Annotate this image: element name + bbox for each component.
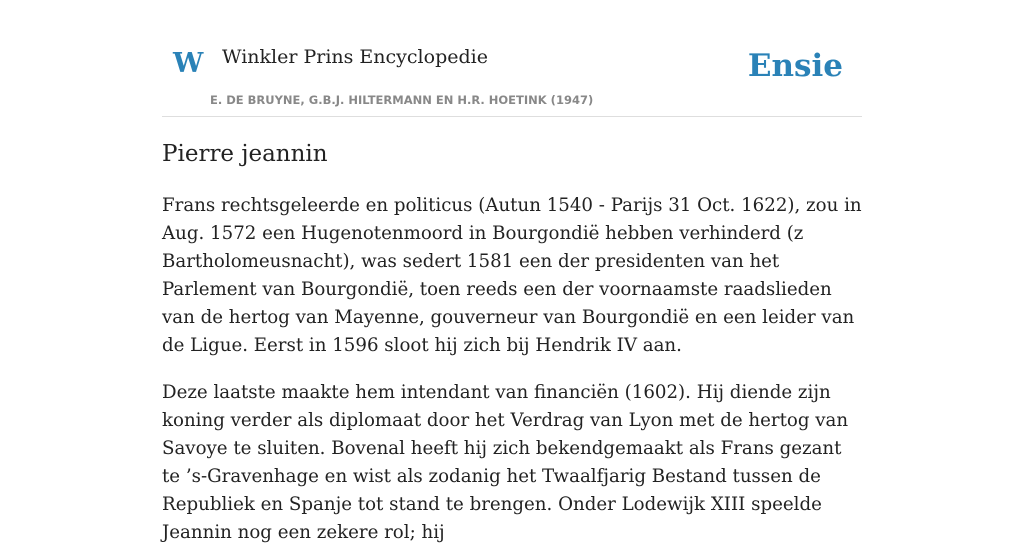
article xyxy=(162,138,862,547)
site-header xyxy=(162,0,862,117)
article-paragraph-1: Frans rechtsgeleerde en politicus (Autun 1540 - Parijs 31 Oct. 1622), zou in Aug. 1572 een Hugenotenmoord in Bourgondië hebben verhinderd (z Bartholomeusnacht), was sedert 1581 een der presidenten van het Parlement van Bourgondië, toen reeds een der voornaamste raadslieden van de hertog van Mayenne, gouverneur van Bourgondië en een leider van de Ligue. Eerst in 1596 sloot hij zich bij Hendrik IV aan. xyxy=(162,195,862,356)
w-logo-icon[interactable]: W xyxy=(173,48,204,79)
article-paragraph-2: Deze laatste maakte hem intendant van financiën (1602). Hij diende zijn koning verder als diplomaat door het Verdrag van Lyon met de hertog van Savoye te sluiten. Bovenal heeft hij zich bekendgemaakt als Frans gezant te ’s-Gravenhage en wist als zodanig het Twaalfjarig Bestand tussen de Republiek en Spanje tot stand te brengen. Onder Lodewijk XIII speelde Jeannin nog een zekere rol; hij xyxy=(162,382,849,543)
article-title: Pierre jeannin xyxy=(162,141,328,167)
site-title-link[interactable]: Winkler Prins Encyclopedie xyxy=(222,46,488,68)
ensie-logo-link[interactable]: Ensie xyxy=(747,48,843,84)
authors-line: E. DE BRUYNE, G.B.J. HILTERMANN EN H.R. HOETINK (1947) xyxy=(210,93,594,107)
